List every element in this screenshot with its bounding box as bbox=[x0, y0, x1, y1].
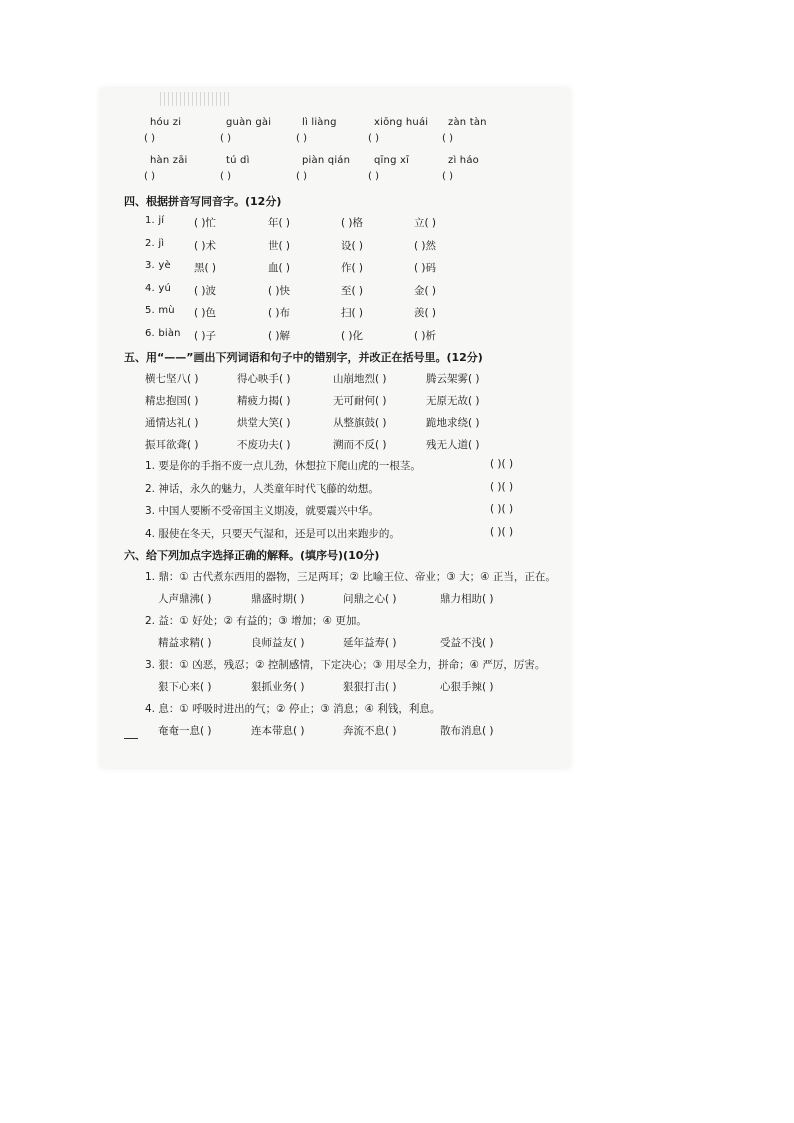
word-item: 奔流不息( ) bbox=[343, 725, 397, 737]
word-item: 狠狠打击( ) bbox=[343, 681, 397, 693]
pinyin-text: hóu zi bbox=[150, 117, 182, 128]
idiom-item: 无原无故( ) bbox=[426, 395, 480, 407]
fill-item: 世( ) bbox=[268, 239, 291, 252]
fill-item: ( )波 bbox=[194, 284, 217, 297]
pinyin-label: 4. yú bbox=[145, 282, 171, 294]
pinyin-label: 5. mù bbox=[145, 305, 175, 316]
section-title: 六、给下列加点字选择正确的解释。(填序号)(10分) bbox=[124, 549, 380, 562]
sentence: 1. 要是你的手指不废一点儿劲，休想拉下爬山虎的一根茎。 bbox=[145, 460, 421, 472]
idiom-item: 烘堂大笑( ) bbox=[237, 417, 291, 429]
pinyin-text: xiōng huái bbox=[374, 117, 429, 128]
fill-item: 设( ) bbox=[341, 239, 364, 252]
definition: 2. 益：① 好处；② 有益的；③ 增加；④ 更加。 bbox=[145, 615, 367, 627]
answer-blank: ( ) bbox=[368, 133, 379, 144]
fill-item: 年( ) bbox=[268, 217, 291, 229]
answer-blank: ( )( ) bbox=[490, 503, 514, 515]
sentence: 2. 神话，永久的魅力，人类童年时代飞藤的幼想。 bbox=[145, 482, 379, 495]
idiom-item: 从整旗鼓( ) bbox=[333, 417, 387, 429]
idiom-item: 精忠抱国( ) bbox=[145, 395, 199, 407]
fill-item: 黑( ) bbox=[194, 262, 217, 274]
fill-item: ( )忙 bbox=[194, 217, 217, 229]
answer-blank: ( ) bbox=[368, 171, 379, 182]
section-title: 五、用“——”画出下列词语和句子中的错别字，并改正在括号里。(12分) bbox=[124, 351, 483, 364]
answer-blank: ( ) bbox=[296, 133, 307, 144]
fill-item: ( )解 bbox=[268, 329, 291, 342]
pinyin-text: piàn qián bbox=[302, 155, 351, 166]
pinyin-label: 1. jí bbox=[145, 215, 165, 226]
answer-blank: ( ) bbox=[220, 133, 231, 144]
word-item: 人声鼎沸( ) bbox=[158, 593, 212, 605]
idiom-item: 腾云架雾( ) bbox=[426, 373, 480, 385]
idiom-item: 通情达礼( ) bbox=[145, 417, 199, 429]
answer-blank: ( ) bbox=[442, 171, 453, 182]
idiom-item: 溯而不反( ) bbox=[333, 439, 387, 451]
idiom-item: 横七坚八( ) bbox=[145, 373, 199, 385]
fill-item: ( )化 bbox=[341, 329, 364, 342]
idiom-item: 残无人道( ) bbox=[426, 439, 480, 451]
answer-blank: ( ) bbox=[442, 133, 453, 144]
pinyin-text: zì háo bbox=[448, 155, 479, 166]
answer-blank: ( )( ) bbox=[490, 480, 514, 493]
fill-item: 扫( ) bbox=[341, 307, 364, 319]
fill-item: 血( ) bbox=[268, 262, 291, 274]
fill-item: ( )快 bbox=[268, 284, 291, 297]
word-item: 狠抓业务( ) bbox=[251, 681, 305, 693]
word-item: 奄奄一息( ) bbox=[158, 725, 212, 737]
fill-item: 作( ) bbox=[341, 262, 364, 274]
word-item: 鼎盛时期( ) bbox=[251, 593, 305, 605]
word-item: 心狠手辣( ) bbox=[440, 681, 494, 693]
fill-item: ( )码 bbox=[414, 262, 437, 274]
pinyin-label: 6. biàn bbox=[145, 327, 181, 339]
word-item: 散布消息( ) bbox=[440, 725, 494, 737]
pinyin-text: guàn gài bbox=[226, 117, 272, 128]
pinyin-label: 3. yè bbox=[145, 260, 171, 271]
idiom-item: 无可耐何( ) bbox=[333, 395, 387, 407]
answer-blank: ( ) bbox=[220, 171, 231, 182]
idiom-item: 跪地求绕( ) bbox=[426, 417, 480, 429]
fill-item: ( )术 bbox=[194, 239, 217, 252]
answer-blank: ( ) bbox=[144, 133, 155, 144]
section-title: 四、根据拼音写同音字。(12分) bbox=[124, 195, 282, 208]
answer-blank: ( ) bbox=[296, 171, 307, 182]
fill-item: 立( ) bbox=[414, 217, 437, 229]
idiom-item: 精疲力揭( ) bbox=[237, 395, 291, 407]
fill-item: ( )然 bbox=[414, 239, 437, 252]
word-item: 狠下心来( ) bbox=[158, 681, 212, 693]
fill-item: ( )布 bbox=[268, 307, 291, 319]
page-mark bbox=[124, 738, 138, 739]
pinyin-text: qīng xī bbox=[374, 155, 410, 166]
pinyin-text: tú dì bbox=[226, 155, 250, 166]
pinyin-label: 2. jì bbox=[145, 237, 165, 249]
answer-blank: ( )( ) bbox=[490, 458, 514, 470]
idiom-item: 得心映手( ) bbox=[237, 373, 291, 385]
fill-item: ( )色 bbox=[194, 307, 217, 319]
word-item: 连本带息( ) bbox=[251, 725, 305, 737]
definition: 1. 鼎：① 古代煮东西用的器物，三足两耳；② 比喻王位、帝业；③ 大；④ 正当，正在。 bbox=[145, 571, 556, 583]
word-item: 受益不浅( ) bbox=[440, 637, 494, 649]
sentence: 3. 中国人要断不受帝国主义期凌，就要震兴中华。 bbox=[145, 505, 379, 517]
pinyin-text: lì liàng bbox=[302, 117, 337, 128]
sentence: 4. 服使在冬天，只要天气湿和，还是可以出来跑步的。 bbox=[145, 527, 400, 540]
answer-blank: ( )( ) bbox=[490, 525, 514, 538]
fill-item: ( )子 bbox=[194, 329, 217, 342]
word-item: 问鼎之心( ) bbox=[343, 593, 397, 605]
word-item: 精益求精( ) bbox=[158, 637, 212, 649]
idiom-item: 不废功夫( ) bbox=[237, 439, 291, 451]
definition: 3. 狠：① 凶恶，残忍；② 控制感情，下定决心；③ 用尽全力，拼命；④ 严厉，厉害。 bbox=[145, 659, 546, 671]
word-item: 延年益寿( ) bbox=[343, 637, 397, 649]
idiom-item: 振耳欲聋( ) bbox=[145, 439, 199, 451]
pinyin-text: zàn tàn bbox=[448, 117, 487, 128]
answer-blank: ( ) bbox=[144, 171, 155, 182]
fill-item: ( )格 bbox=[341, 217, 364, 229]
pinyin-text: hàn zāi bbox=[150, 155, 188, 166]
fill-item: ( )析 bbox=[414, 329, 437, 342]
fill-item: 羡( ) bbox=[414, 307, 437, 319]
fill-item: 金( ) bbox=[414, 284, 437, 297]
definition: 4. 息：① 呼吸时进出的气；② 停止；③ 消息；④ 利钱，利息。 bbox=[145, 703, 441, 715]
word-item: 鼎力相助( ) bbox=[440, 593, 494, 605]
word-item: 良师益友( ) bbox=[251, 637, 305, 649]
idiom-item: 山崩地烈( ) bbox=[333, 373, 387, 385]
fill-item: 至( ) bbox=[341, 284, 364, 297]
